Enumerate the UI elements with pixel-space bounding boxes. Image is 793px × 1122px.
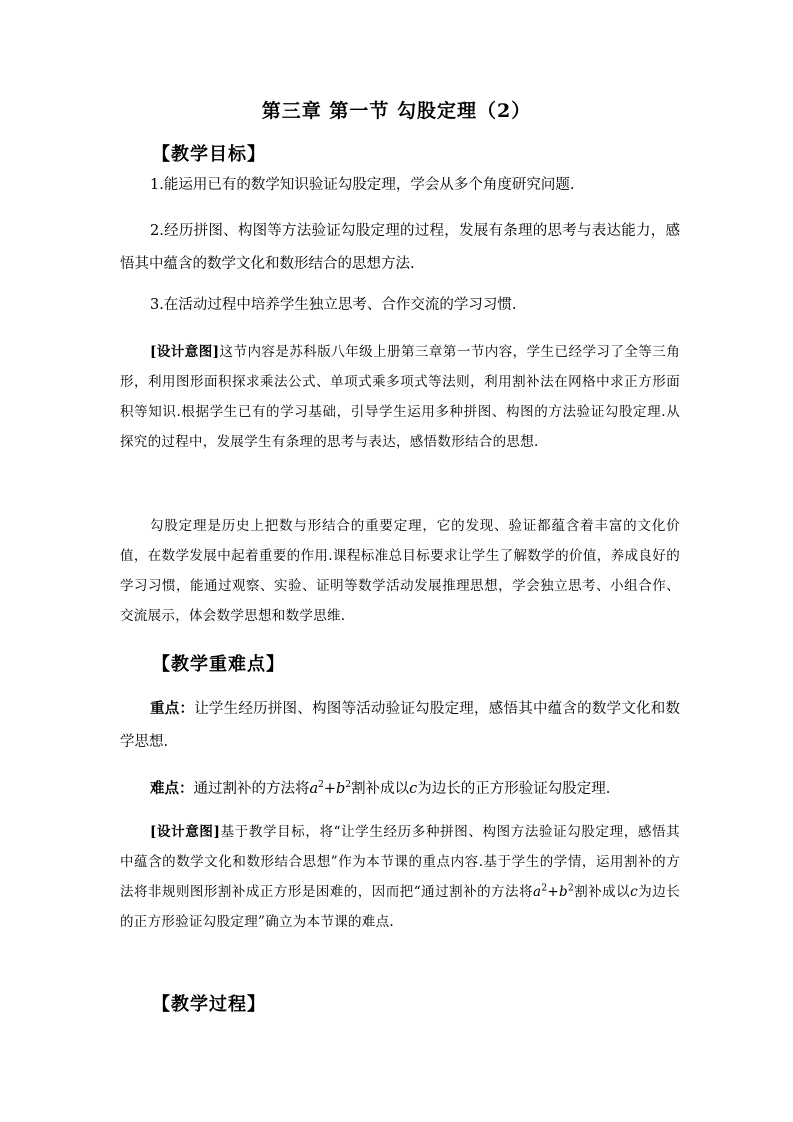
design-intent-text: 这节内容是苏科版八年级上册第三章第一节内容，学生已经学习了全等三角形，利用图形面积探求乘法公式、单项式乘多项式等法则，利用割补法在网格中求正方形面积等知识.根据学生已有的学习基础，引导学生运用多种拼图、构图的方法验证勾股定理.从探究的过程中，发展学生有条理的思考与表达，感悟数形结合的思想.	[120, 344, 680, 450]
math-plus: +	[547, 884, 560, 900]
objectives-paragraph: 勾股定理是历史上把数与形结合的重要定理，它的发现、验证都蕴含着丰富的文化价值，在数学发展中起着重要的作用.课程标准总目标要求让学生了解数学的价值，养成良好的学习习惯，能通过观察、实验、证明等数学活动发展推理思想，学会独立思考、小组合作、交流展示，体会数学思想和数学思维.	[120, 518, 680, 624]
difficulty-paragraph: 难点：通过割补的方法将$a^2+b^2$割补成以c为边长的正方形验证勾股定理.	[150, 780, 611, 797]
focus-label: 重点：	[150, 700, 195, 717]
difficulty-mid: 割补成以	[351, 781, 410, 797]
keypoints-heading: 【教学重难点】	[152, 654, 285, 675]
objectives-heading: 【教学目标】	[152, 144, 266, 165]
difficulty-post: 为边长的正方形验证勾股定理.	[417, 781, 611, 797]
design-mid: 割补成以	[574, 884, 631, 900]
difficulty-label: 难点：	[150, 780, 194, 797]
difficulty-pre: 通过割补的方法将	[193, 781, 310, 797]
document-title: 第三章 第一节 勾股定理（2）	[261, 100, 532, 122]
math-b: b	[336, 781, 346, 797]
math-c: c	[630, 884, 639, 900]
design-post: 为边长的正方形验证勾股定理”确立为本节课的难点.	[120, 884, 680, 930]
math-plus: +	[323, 781, 337, 797]
math-c: c	[409, 781, 418, 797]
design-pre: 基于教学目标，将“让学生经历多种拼图、构图方法验证勾股定理，感悟其中蕴含的数学文化和数形结合思想”作为本节课的重点内容.基于学生的学情，运用割补的方法将非规则图形割补成正方形是困难的，因而把“通过割补的方法将	[120, 824, 680, 900]
objectives-design-intent	[120, 337, 680, 457]
math-a: a	[533, 884, 542, 900]
math-b: b	[559, 884, 568, 900]
objective-item-1: 1.能运用已有的数学知识验证勾股定理，学会从多个角度研究问题.	[150, 177, 575, 193]
math-a: a	[309, 781, 319, 797]
objective-item-2: 2.经历拼图、构图等方法验证勾股定理的过程，发展有条理的思考与表达能力，感悟其中蕴含的数学文化和数形结合的思想方法.	[120, 223, 680, 272]
objective-item-3: 3.在活动过程中培养学生独立思考、合作交流的学习习惯.	[150, 297, 517, 313]
keypoints-design-intent: [设计意图]基于教学目标，将“让学生经历多种拼图、构图方法验证勾股定理，感悟其中蕴含的数学文化和数形结合思想”作为本节课的重点内容.基于学生的学情，运用割补的方法将非规则图形割补成正方形是困难的，因而把“通过割补的方法将$a^2+b^2$割补成以c为边长的正方形验证勾股定理”确立为本节课的难点.	[120, 824, 680, 930]
process-heading: 【教学过程】	[152, 994, 266, 1015]
design-intent-label: [设计意图]	[150, 824, 221, 840]
focus-paragraph	[120, 692, 680, 759]
design-intent-label: [设计意图]	[150, 344, 220, 360]
focus-text: 让学生经历拼图、构图等活动验证勾股定理，感悟其中蕴含的数学文化和数学思想.	[120, 701, 680, 750]
